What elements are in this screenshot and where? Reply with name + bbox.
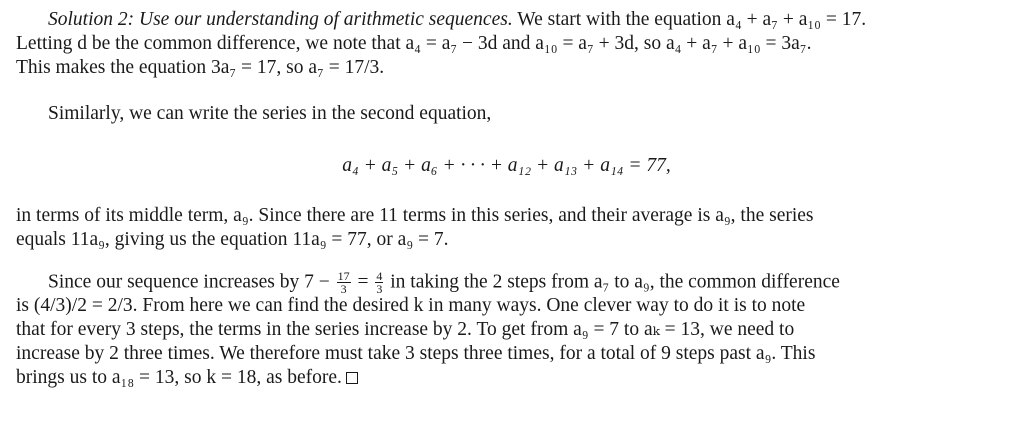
fraction-denominator: 3	[376, 282, 383, 296]
fraction-17-3	[337, 270, 351, 295]
paragraph4-line3: that for every 3 steps, the terms in the series increase by 2. To get from a₉ = 7 to aₖ = 13, we need to	[16, 319, 795, 340]
paragraph1-line1	[16, 8, 1001, 32]
fraction-numerator: 17	[337, 269, 350, 283]
paragraph1-line2: Letting d be the common difference, we note that a₄ = a₇ − 3d and a₁₀ = a₇ + 3d, so a₄ + a₇ + a₁₀ = 3a₇.	[16, 33, 812, 54]
paragraph4-line5-text: brings us to a₁₈ = 13, so k = 18, as before.	[16, 367, 342, 388]
paragraph1-line3: This makes the equation 3a₇ = 17, so a₇ = 17/3.	[16, 57, 385, 78]
paragraph4-line1-post: in taking the 2 steps from a₇ to a₉, the common difference	[390, 271, 840, 293]
paragraph1-line1-text: We start with the equation a₄ + a₇ + a₁₀ = 17.	[512, 9, 867, 30]
paragraph3-line1: in terms of its middle term, a₉. Since there are 11 terms in this series, and their average is a₉, the series	[16, 205, 814, 226]
display-equation-text: a₄ + a₅ + a₆ + · · · + a₁₂ + a₁₃ + a₁₄ = 77,	[342, 155, 671, 176]
paragraph4-line1	[16, 270, 1001, 294]
solution-label: Solution 2: Use our understanding of arithmetic sequences.	[48, 9, 513, 30]
display-equation	[0, 154, 1013, 178]
paragraph4-line4: increase by 2 three times. We therefore must take 3 steps three times, for a total of 9 steps past a₉. This	[16, 343, 816, 364]
paragraph-similarly	[16, 102, 1001, 126]
paragraph4-line5	[16, 366, 1001, 390]
paragraph4-line1-pre: Since our sequence increases by 7 −	[48, 271, 330, 293]
paragraph-common-difference	[16, 270, 1001, 390]
paragraph2-line1: Similarly, we can write the series in the second equation,	[48, 103, 492, 124]
equals-sign: =	[357, 271, 369, 293]
paragraph3-line2: equals 11a₉, giving us the equation 11a₉ = 77, or a₉ = 7.	[16, 229, 449, 250]
qed-square-icon	[346, 372, 358, 384]
fraction-4-3	[375, 270, 383, 295]
fraction-numerator: 4	[376, 269, 383, 283]
fraction-denominator: 3	[340, 282, 347, 296]
paragraph-middle-term	[16, 204, 1001, 252]
paragraph4-line2: is (4/3)/2 = 2/3. From here we can find the desired k in many ways. One clever way to do it is to note	[16, 295, 806, 316]
paragraph-solution-2	[16, 8, 1001, 80]
